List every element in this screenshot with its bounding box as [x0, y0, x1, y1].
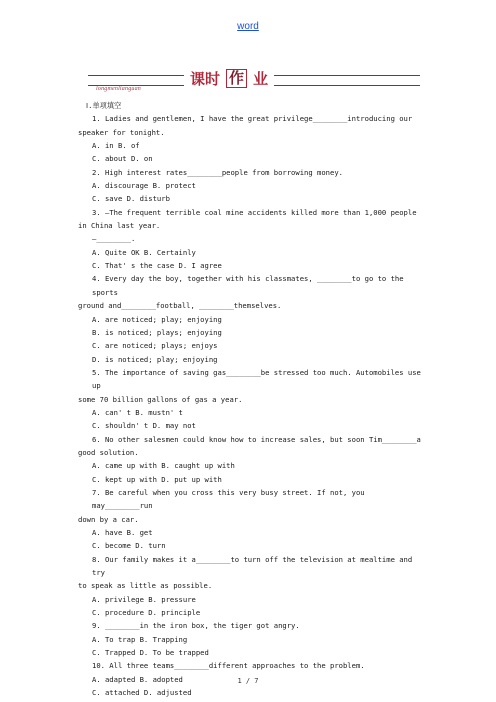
exercise-line: in China last year.: [78, 221, 161, 231]
exercise-line: A. have B. get: [92, 528, 153, 537]
exercise-line: A. To trap B. Trapping: [92, 634, 188, 644]
exercise-line: some 70 billion gallons of gas a year.: [78, 394, 243, 404]
exercise-line: D. is noticed; play; enjoying: [92, 354, 218, 364]
lesson-banner: [88, 66, 420, 96]
exercise-line: 6. No other salesmen could know how to increase sales, but soon Tim________a: [92, 434, 421, 444]
section-title: Ⅰ.单项填空: [86, 101, 122, 110]
header-word-link[interactable]: word: [237, 21, 259, 32]
banner-title-part-1: 课时: [190, 69, 221, 88]
exercise-line: 8. Our family makes it a________to turn off the television at mealtime and try: [92, 554, 413, 578]
banner-pinyin: longmenlianguan: [96, 86, 141, 92]
exercise-line: A. came up with B. caught up with: [92, 461, 235, 471]
exercise-lines: [78, 112, 422, 699]
exercise-line: 3. —The frequent terrible coal mine accidents killed more than 1,000 people: [92, 207, 417, 217]
exercise-line: A. Quite OK B. Certainly: [92, 247, 196, 257]
exercise-line: ground and________football, ________themselves.: [78, 301, 282, 311]
banner-title-part-2: 作: [226, 69, 247, 88]
page-number: 1 / 7: [237, 677, 259, 685]
exercise-line: 2. High interest rates________people from borrowing money.: [92, 167, 343, 177]
exercise-line: C. Trapped D. To be trapped: [92, 648, 209, 658]
exercise-line: C. attached D. adjusted: [92, 688, 192, 698]
exercise-line: C. save D. disturb: [92, 194, 170, 204]
exercise-line: C. about D. on: [92, 154, 153, 164]
exercise-line: good solution.: [78, 447, 139, 457]
banner-title-part-3: 业: [253, 69, 269, 88]
exercise-line: A. can' t B. mustn' t: [92, 407, 183, 417]
exercise-line: C. shouldn' t D. may not: [92, 421, 196, 431]
exercise-line: 5. The importance of saving gas________be stressed too much. Automobiles use up: [92, 367, 421, 391]
exercise-line: C. become D. turn: [92, 541, 166, 551]
exercise-line: C. kept up with D. put up with: [92, 474, 222, 484]
exercise-line: —________.: [92, 234, 136, 244]
exercise-line: A. are noticed; play; enjoying: [92, 314, 222, 324]
exercise-line: down by a car.: [78, 514, 139, 524]
banner-title: [184, 66, 274, 90]
exercise-line: A. adapted B. adopted: [92, 674, 183, 684]
exercise-line: 1. Ladies and gentlemen, I have the great privilege________introducing our: [92, 114, 413, 124]
exercise-line: B. is noticed; plays; enjoying: [92, 327, 222, 337]
exercise-line: C. procedure D. principle: [92, 608, 201, 618]
exercise-line: 7. Be careful when you cross this very busy street. If not, you may________run: [92, 487, 365, 511]
exercise-content: [78, 99, 422, 699]
exercise-line: to speak as little as possible.: [78, 581, 213, 591]
exercise-line: speaker for tonight.: [78, 127, 165, 137]
exercise-line: A. discourage B. protect: [92, 181, 196, 191]
exercise-line: 10. All three teams________different approaches to the problem.: [92, 661, 365, 671]
exercise-line: C. are noticed; plays; enjoys: [92, 341, 218, 351]
exercise-line: A. in B. of: [92, 141, 140, 151]
exercise-line: A. privilege B. pressure: [92, 594, 196, 604]
exercise-line: C. That' s the case D. I agree: [92, 261, 222, 271]
exercise-line: 9. ________in the iron box, the tiger got angry.: [92, 621, 300, 631]
exercise-line: 4. Every day the boy, together with his classmates, ________to go to the sports: [92, 274, 404, 297]
